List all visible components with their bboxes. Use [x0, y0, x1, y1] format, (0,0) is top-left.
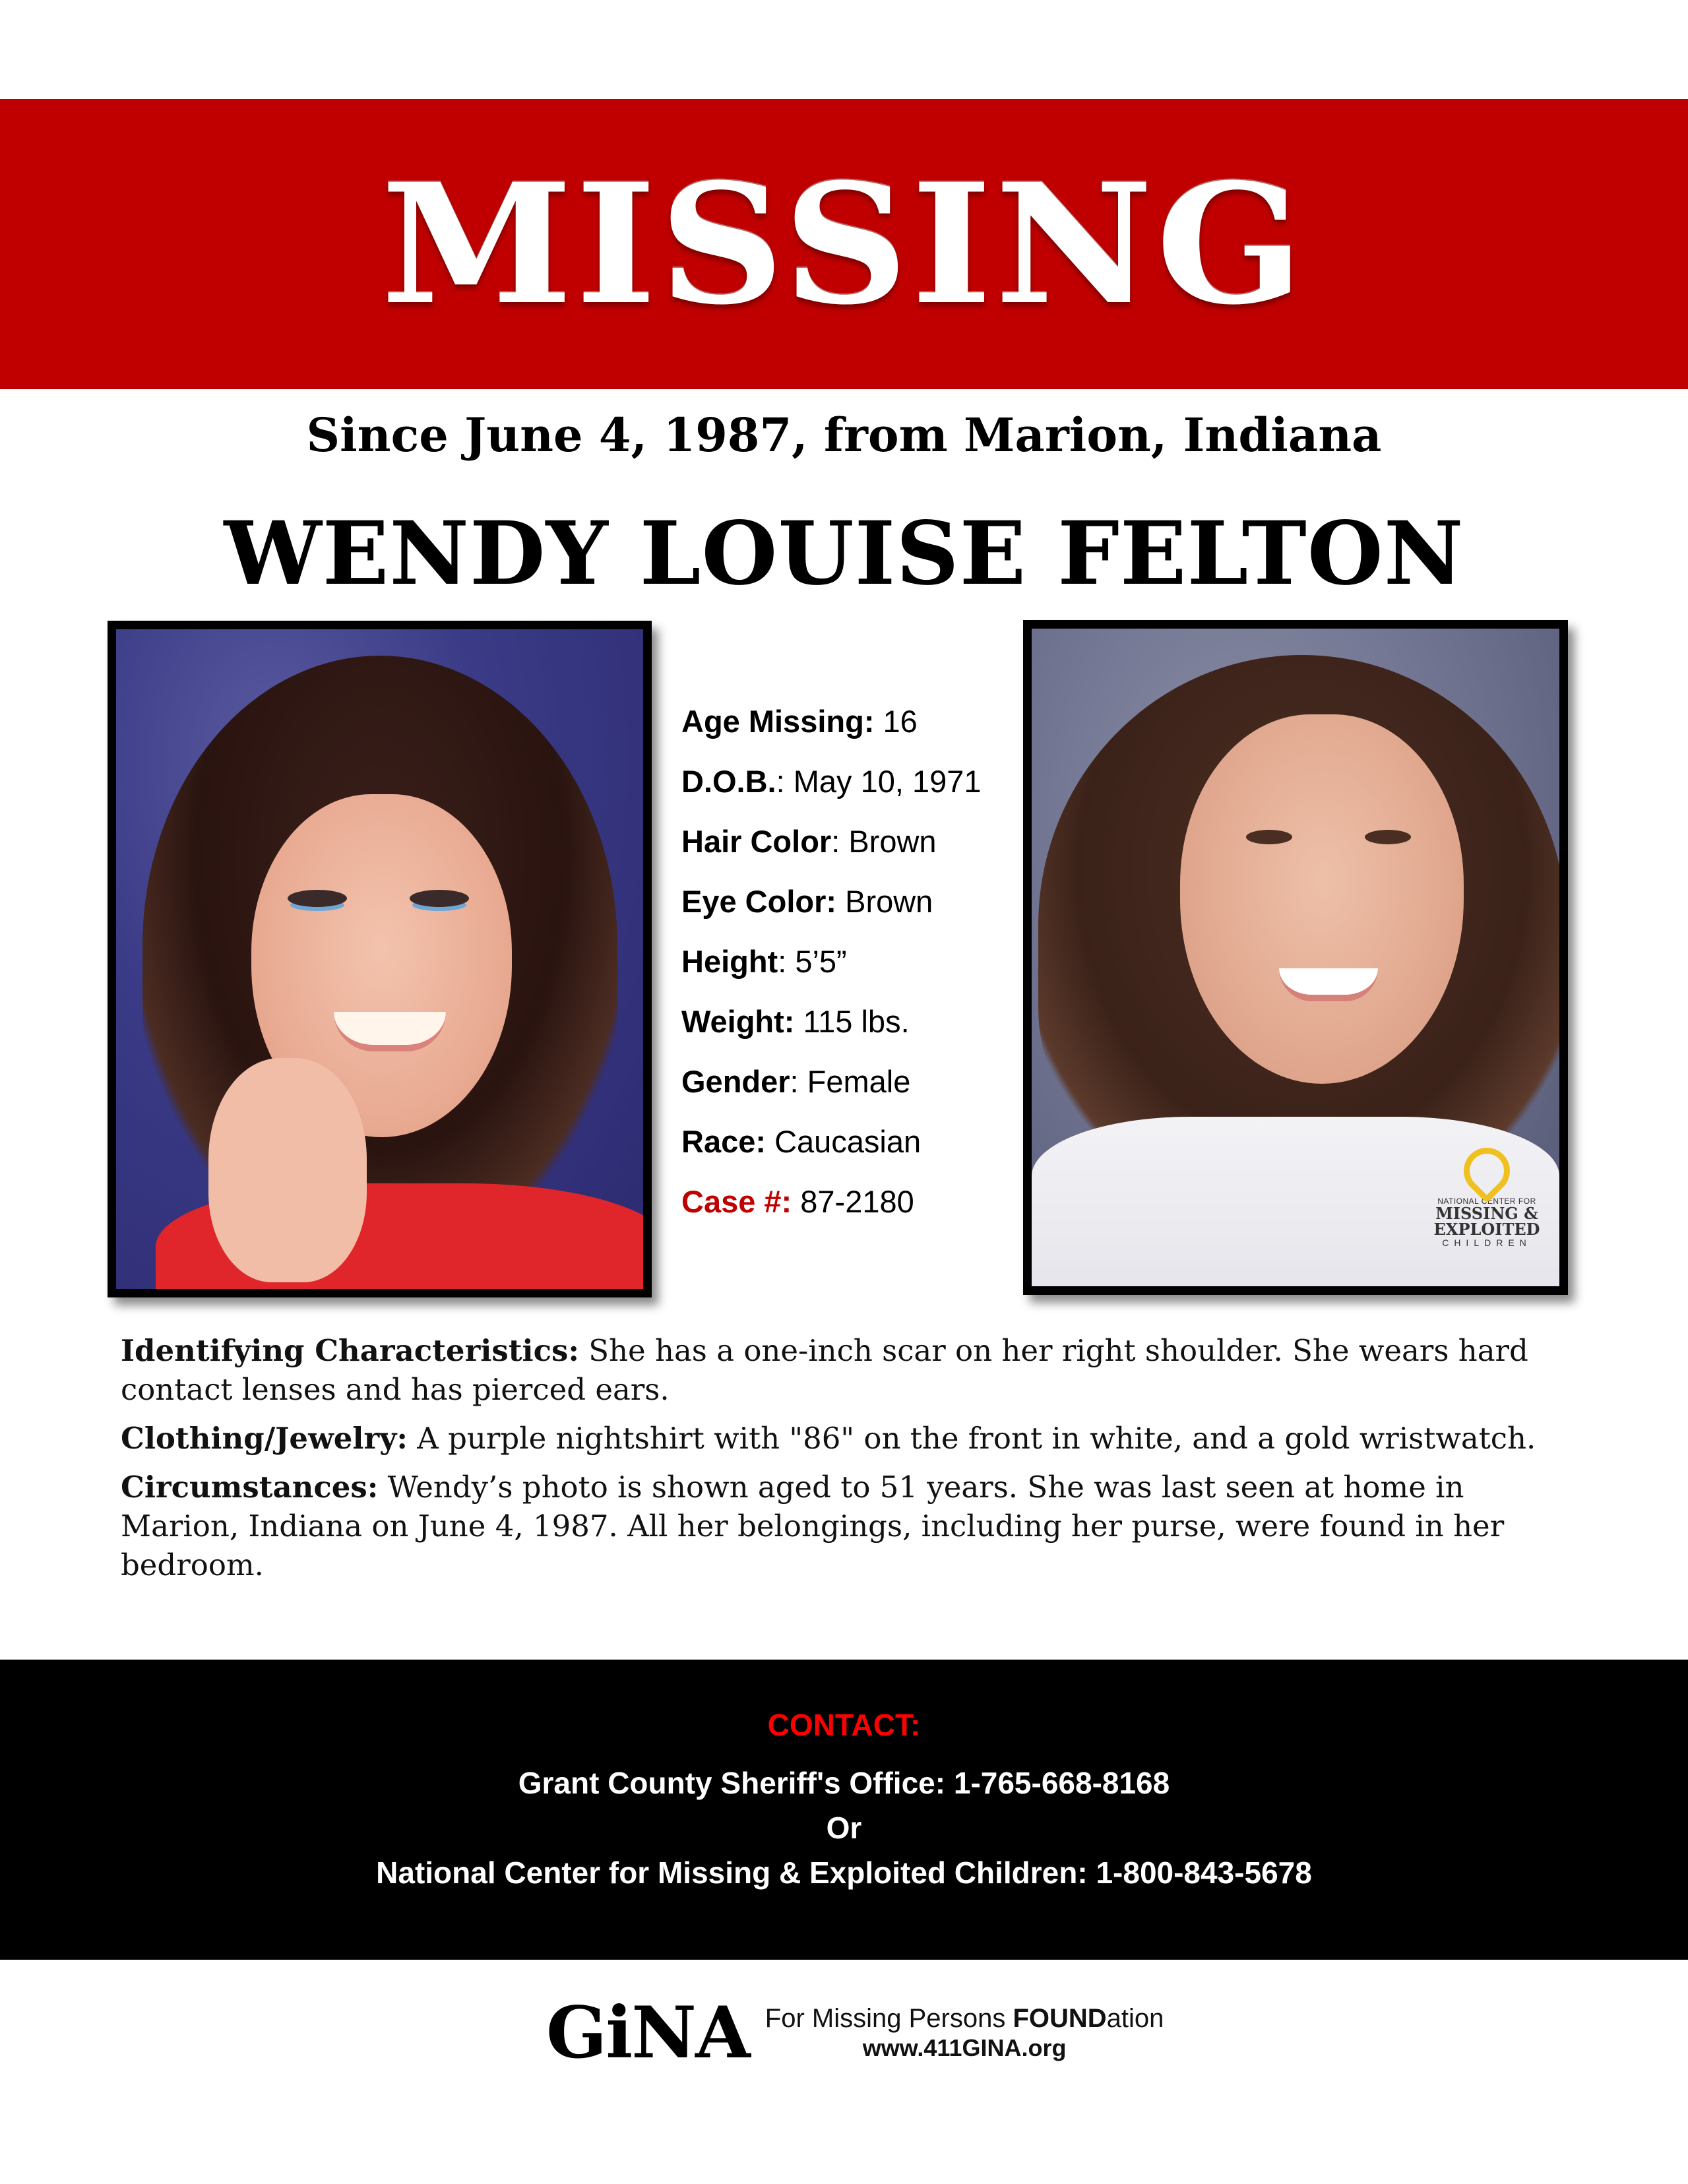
- banner-title: MISSING: [381, 147, 1307, 341]
- contact-or: Or: [826, 1811, 862, 1845]
- detail-weight: Weight: 115 lbs.: [681, 1004, 910, 1039]
- detail-hair-color: Hair Color: Brown: [681, 824, 937, 859]
- original-photo: [108, 621, 652, 1297]
- detail-height: Height: 5’5”: [681, 944, 847, 979]
- ncmec-watermark-logo: NATIONAL CENTER FOR MISSING & EXPLOITED CHILDREN: [1421, 1148, 1553, 1280]
- contact-section: [0, 1660, 1688, 1960]
- gina-logo: GiNA: [546, 1991, 749, 2075]
- circumstances: Circumstances: Wendy’s photo is shown aged to 51 years. She was last seen at home in Marion, Indiana on June 4, 1987. All her belongings, including her purse, were found in her bedroom.: [121, 1470, 1505, 1582]
- gina-footer-logo: [546, 1991, 1164, 2075]
- contact-sheriff-phone: Grant County Sheriff's Office: 1-765-668-8168: [518, 1766, 1170, 1800]
- detail-age-missing: Age Missing: 16: [681, 704, 918, 739]
- missing-person-name: WENDY LOUISE FELTON: [224, 503, 1464, 605]
- age-progressed-photo: [1023, 620, 1568, 1295]
- gina-tagline: For Missing Persons FOUNDation: [765, 2004, 1164, 2033]
- missing-since-line: Since June 4, 1987, from Marion, Indiana: [306, 408, 1382, 462]
- details-list: [681, 691, 1011, 1232]
- detail-race: Race: Caucasian: [681, 1124, 922, 1159]
- missing-banner: [0, 99, 1688, 389]
- clothing-jewelry: Clothing/Jewelry: A purple nightshirt with "86" on the front in white, and a gold wristwatch.: [121, 1421, 1536, 1456]
- detail-gender: Gender: Female: [681, 1064, 911, 1099]
- gina-website: www.411GINA.org: [862, 2034, 1067, 2061]
- identifying-characteristics: Identifying Characteristics: She has a one-inch scar on her right shoulder. She wears hard contact lenses and has pierced ears.: [121, 1333, 1528, 1407]
- detail-case-number: Case #: 87-2180: [681, 1184, 914, 1219]
- contact-title: CONTACT:: [767, 1708, 921, 1742]
- detail-eye-color: Eye Color: Brown: [681, 884, 933, 919]
- description-section: [121, 1331, 1565, 1594]
- detail-dob: D.O.B.: May 10, 1971: [681, 764, 982, 799]
- contact-ncmec-phone: National Center for Missing & Exploited Children: 1-800-843-5678: [376, 1856, 1312, 1890]
- heart-icon: [1454, 1139, 1520, 1204]
